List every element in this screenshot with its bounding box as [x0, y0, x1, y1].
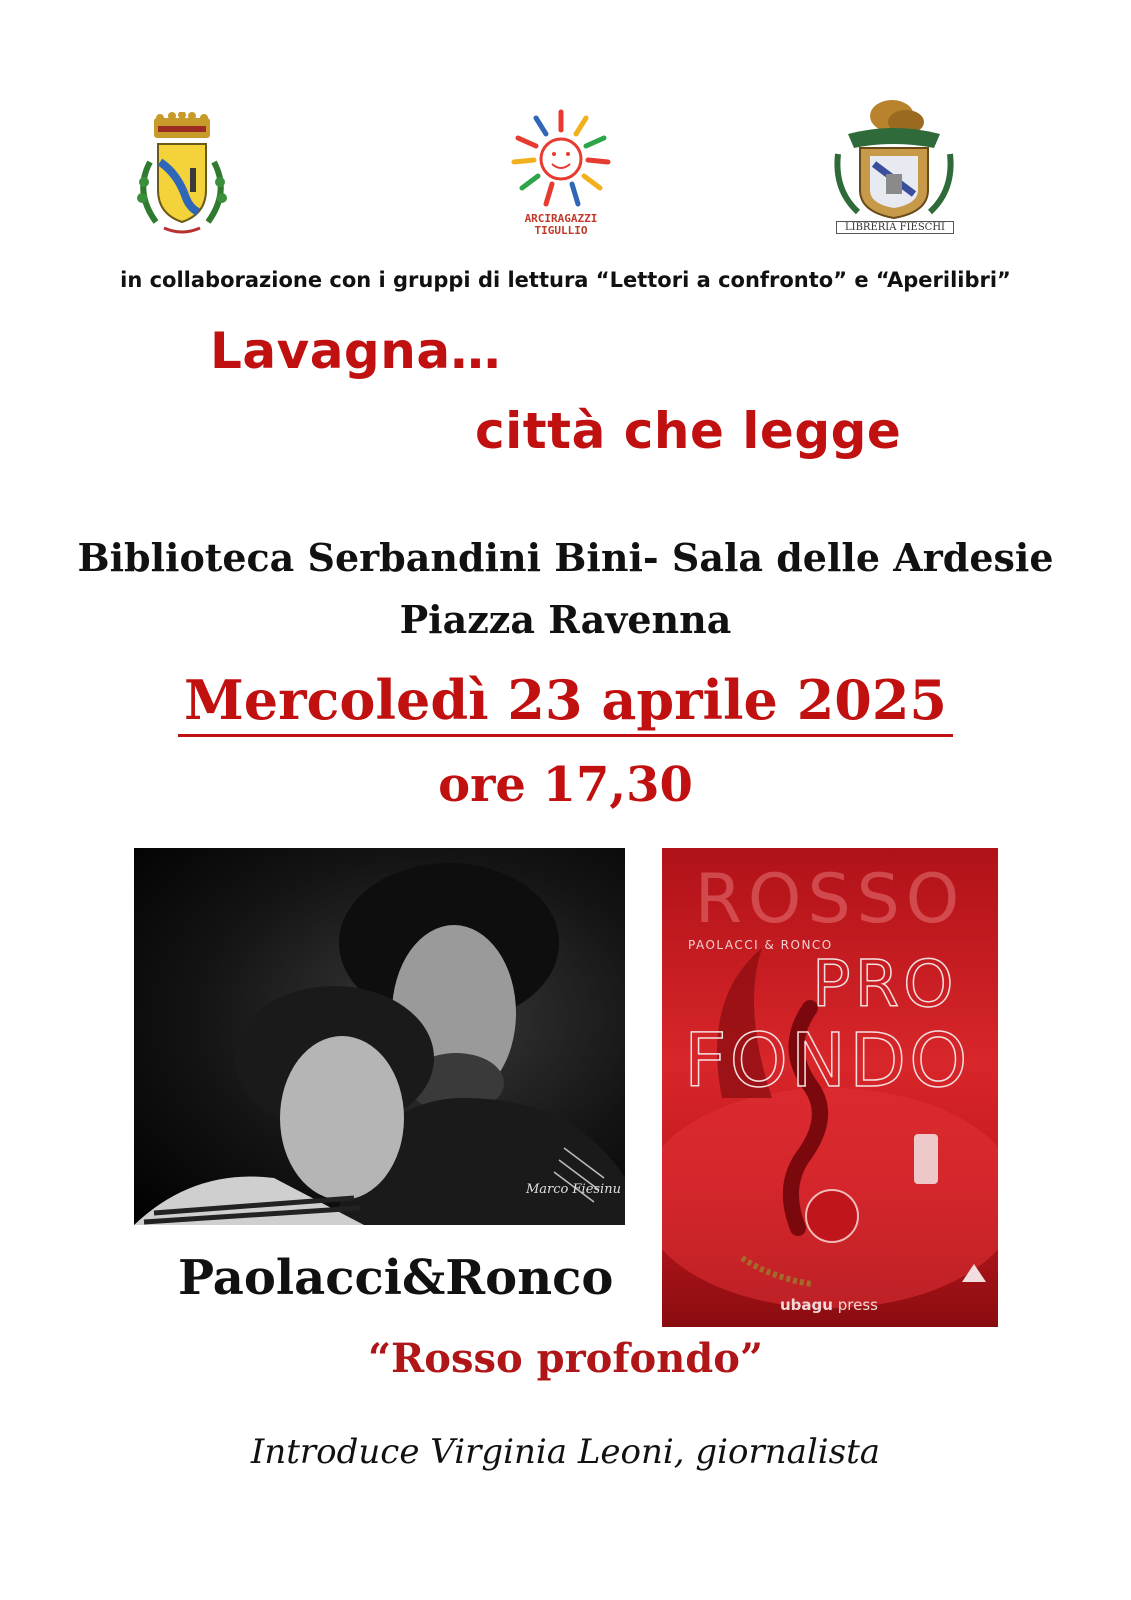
photo-signature: Marco Fiesinu: [526, 1182, 621, 1197]
municipality-coat-of-arms-logo: [128, 112, 236, 242]
event-title-line1: Lavagna…: [210, 322, 502, 380]
cover-title-top: ROSSO: [694, 860, 966, 939]
introducer-line: Introduce Virginia Leoni, giornalista: [250, 1432, 881, 1472]
libreria-fieschi-logo: [830, 94, 958, 242]
collaboration-line: in collaborazione con i gruppi di lettura “Lettori a confronto” e “Aperilibri”: [120, 268, 1011, 292]
arciragazzi-logo-text-line1: ARCIRAGAZZI: [524, 212, 598, 225]
event-date: [0, 668, 1131, 732]
cover-title-pro: PRO: [812, 948, 958, 1022]
event-time: ore 17,30: [438, 757, 693, 813]
arciragazzi-sun-logo: [506, 104, 616, 242]
venue-name: Biblioteca Serbandini Bini- Sala delle Ardesie: [77, 535, 1054, 580]
cover-title-fondo: FONDO: [684, 1018, 971, 1104]
arciragazzi-logo-text-line2: TIGULLIO: [534, 224, 588, 237]
cover-publisher-rest: press: [832, 1296, 878, 1314]
libreria-logo-label: LIBRERIA FIESCHI: [836, 221, 954, 234]
authors-name: Paolacci&Ronco: [178, 1250, 614, 1306]
event-date-text: Mercoledì 23 aprile 2025: [178, 668, 953, 737]
cover-authors: PAOLACCI & RONCO: [688, 938, 833, 952]
book-cover: [662, 848, 998, 1327]
cover-publisher: [780, 1296, 878, 1314]
event-title-line2: città che legge: [475, 402, 902, 460]
cover-publisher-bold: ubagu: [780, 1296, 833, 1314]
book-title: “Rosso profondo”: [368, 1335, 763, 1382]
authors-photo: [134, 848, 625, 1225]
venue-address: Piazza Ravenna: [399, 597, 732, 642]
